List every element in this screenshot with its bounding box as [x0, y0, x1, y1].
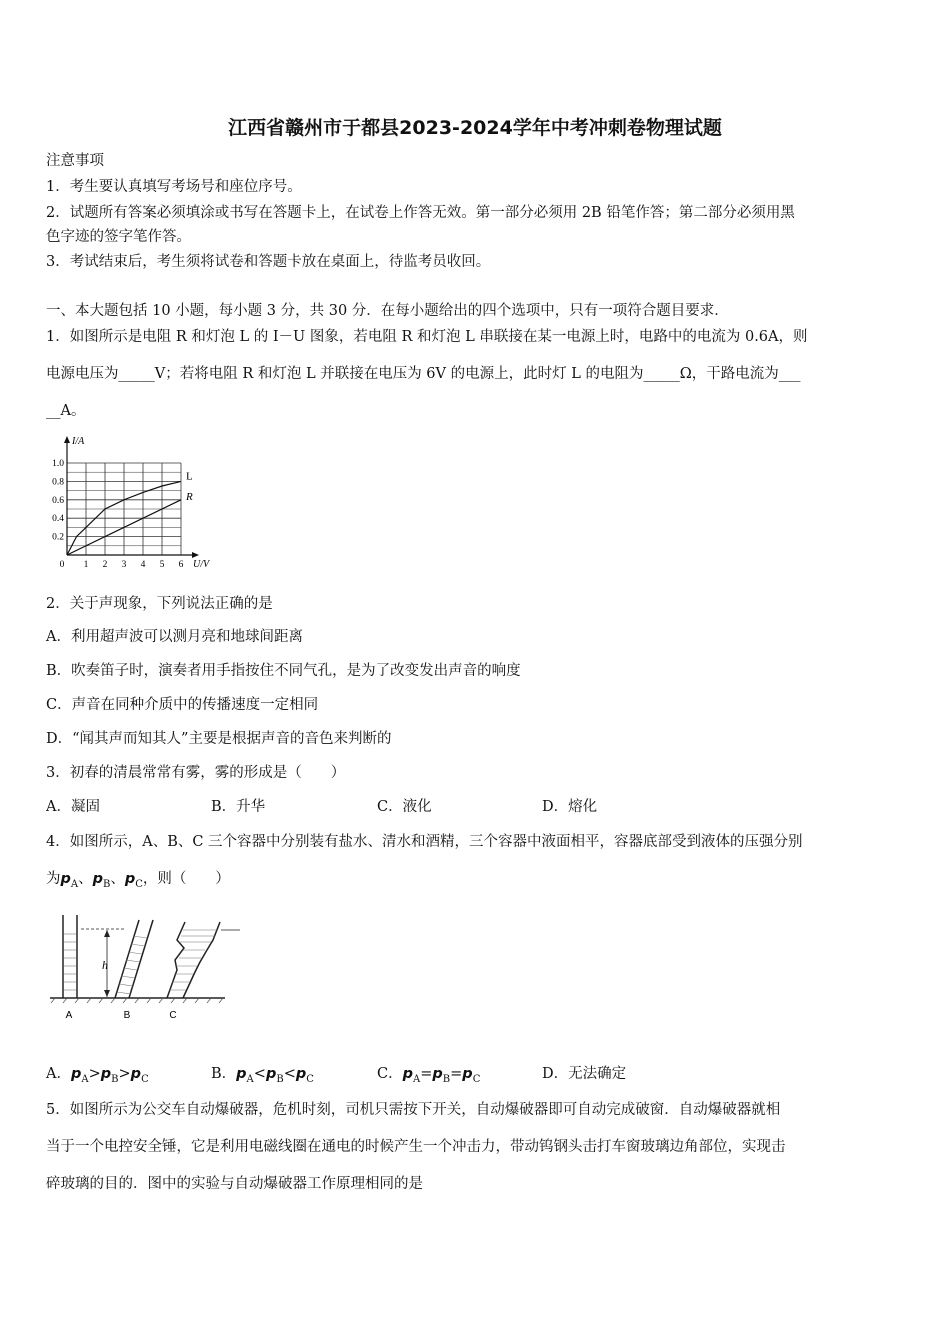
x-tick-label: 3	[121, 560, 127, 570]
question-2-option: D．“闻其声而知其人”主要是根据声音的音色来判断的	[46, 731, 392, 747]
y-tick-label: 0.6	[52, 495, 64, 506]
y-axis-arrow	[64, 436, 70, 443]
question-4-option: C．$p_A=p_B=p_C$	[377, 1066, 481, 1085]
y-tick-label: 0.8	[52, 477, 64, 488]
y-tick-label: 1.0	[52, 459, 64, 469]
question-4-option: D．无法确定	[542, 1066, 627, 1082]
question-5-line: 碎玻璃的目的．图中的实验与自动爆破器工作原理相同的是	[46, 1176, 423, 1192]
container-c-label: C	[169, 1010, 177, 1021]
notice-heading: 注意事项	[46, 153, 104, 169]
container-a-label: A	[65, 1010, 73, 1021]
h-label: h	[102, 958, 108, 972]
x-tick-label: 1	[83, 560, 89, 570]
question-4-option: B．$p_A<p_B<p_C$	[211, 1066, 314, 1085]
x-axis-arrow	[192, 552, 199, 558]
y-axis-label: I/A	[72, 436, 85, 447]
containers-figure	[45, 910, 245, 1025]
y-tick-label: 0.4	[52, 514, 64, 525]
notice-item: 3．考试结束后，考生须将试卷和答题卡放在桌面上，待监考员收回。	[46, 254, 491, 270]
question-5-line: 5．如图所示为公交车自动爆破器，危机时刻，司机只需按下开关，自动爆破器即可自动完成破窗．自动爆破器就相	[46, 1102, 781, 1118]
question-1-line: 1．如图所示是电阻 R 和灯泡 L 的 I－U 图象，若电阻 R 和灯泡 L 串联接在某一电源上时，电路中的电流为 0.6A，则	[46, 329, 808, 345]
notice-item: 2．试题所有答案必须填涂或书写在答题卡上，在试卷上作答无效。第一部分必须用 2B 铅笔作答；第二部分必须用黑	[46, 205, 795, 221]
x-axis-label: U/V	[193, 559, 210, 570]
x-tick-label: 4	[140, 560, 146, 570]
question-4-option: A．$p_A>p_B>p_C$	[46, 1066, 149, 1085]
container-b-label: B	[123, 1010, 131, 1021]
page-title: 江西省赣州市于都县2023-2024学年中考冲刺卷物理试题	[228, 117, 722, 139]
section-heading: 一、本大题包括 10 小题，每小题 3 分，共 30 分．在每小题给出的四个选项中，只有一项符合题目要求．	[46, 303, 729, 319]
x-tick-label: 2	[102, 560, 108, 570]
question-3-option: A．凝固	[46, 799, 100, 815]
question-2-option: A．利用超声波可以测月亮和地球间距离	[46, 629, 303, 645]
question-5-line: 当于一个电控安全锤，它是利用电磁线圈在通电的时候产生一个冲击力，带动钨钢头击打车窗玻璃边角部位，实现击	[46, 1139, 786, 1155]
y-tick-label: 0.2	[52, 532, 64, 543]
q4-suffix: ，则（ ）	[142, 871, 230, 887]
question-2-stem: 2．关于声现象，下列说法正确的是	[46, 596, 273, 612]
notice-item: 1．考生要认真填写考场号和座位序号。	[46, 179, 302, 195]
series-label-r: R	[186, 490, 193, 503]
question-3-option: B．升华	[211, 799, 266, 815]
question-3-option: D．熔化	[542, 799, 598, 815]
question-3-stem: 3．初春的清晨常常有雾，雾的形成是（ ）	[46, 765, 346, 781]
q4-prefix: 为	[46, 871, 61, 887]
x-tick-label: 6	[178, 560, 184, 570]
question-4-line: 为$p_A$、$p_B$、$p_C$，则（ ）	[46, 871, 230, 890]
question-1-line: 电源电压为_____V；若将电阻 R 和灯泡 L 并联接在电压为 6V 的电源上，此时灯 L 的电阻为_____Ω，干路电流为___	[46, 366, 801, 382]
question-1-line: __A。	[46, 403, 86, 419]
question-4-line: 4．如图所示，A、B、C 三个容器中分别装有盐水、清水和酒精，三个容器中液面相平，容器底部受到液体的压强分别	[46, 834, 803, 850]
x-tick-label: 5	[159, 560, 165, 570]
question-2-option: B．吹奏笛子时，演奏者用手指按住不同气孔，是为了改变发出声音的响度	[46, 663, 521, 679]
question-2-option: C．声音在同种介质中的传播速度一定相同	[46, 697, 319, 713]
question-3-option: C．液化	[377, 799, 432, 815]
series-label-l: L	[186, 470, 193, 483]
iu-graph	[40, 432, 230, 572]
x-tick-label: 0	[59, 560, 65, 570]
notice-item: 色字迹的签字笔作答。	[46, 229, 191, 245]
